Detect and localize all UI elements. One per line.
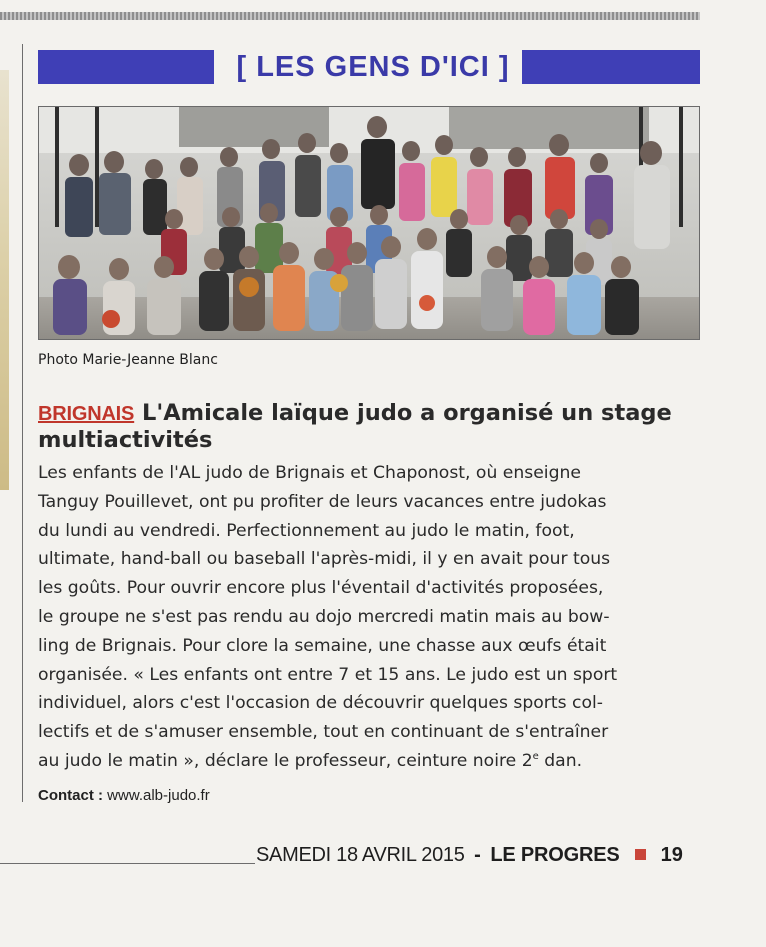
ordinal-suffix: e [532,750,539,762]
body-line: ling de Brignais. Pour clore la semaine, une chasse aux œufs était [38,635,607,656]
body-line: Les enfants de l'AL judo de Brignais et Chaponost, où enseigne [38,463,581,483]
section-banner [38,46,700,90]
body-line: du lundi au vendredi. Perfectionnement au judo le matin, foot, [38,520,575,541]
body-line: ultimate, hand-ball ou baseball l'après-midi, il y en avait pour tous [38,549,611,570]
group-photo-illustration [39,107,700,340]
page-footer [256,840,683,870]
body-line: le groupe ne s'est pas rendu au dojo mercredi matin mais au bow- [38,606,610,627]
body-line: les goûts. Pour ouvrir encore plus l'éventail d'activités proposées, [38,578,604,599]
body-line: Tanguy Pouillevet, ont pu profiter de leurs vacances entre judokas [38,491,607,512]
footer-newspaper: LE PROGRES [490,844,620,866]
contact-line [38,787,210,804]
body-line: lectifs et de s'amuser ensemble, tout en continuant de s'entraîner [38,722,609,743]
photo-caption: Photo Marie-Jeanne Blanc [38,352,218,368]
top-rule [0,12,700,20]
column-rule [22,44,23,802]
section-title: [ LES GENS D'ICI ] [236,51,510,83]
body-last-end: dan. [538,750,583,771]
adjacent-page-strip [0,70,9,490]
contact-url[interactable]: www.alb-judo.fr [107,787,210,804]
contact-label: Contact : [38,787,103,804]
body-line: individuel, alors c'est l'occasion de découvrir quelques sports col- [38,693,603,714]
body-last-text: au judo le matin », déclare le professeur, ceinture noire 2 [38,750,533,771]
footer-date: SAMEDI 18 AVRIL 2015 [256,844,465,866]
footer-rule [0,863,255,864]
article-body [38,459,702,776]
banner-bar-right [522,50,700,84]
article-headline [38,400,702,453]
body-line: organisée. « Les enfants ont entre 7 et 15 ans. Le judo est un sport [38,664,618,685]
footer-square-icon [635,849,646,860]
footer-separator: - [474,844,481,866]
article-title: L'Amicale laïque judo a organisé un stage multiactivités [38,400,672,453]
page-number: 19 [660,844,683,866]
banner-bar-left [38,50,214,84]
body-line-last [38,747,702,776]
article-kicker: BRIGNAIS [38,403,135,425]
group-photo [38,106,700,340]
